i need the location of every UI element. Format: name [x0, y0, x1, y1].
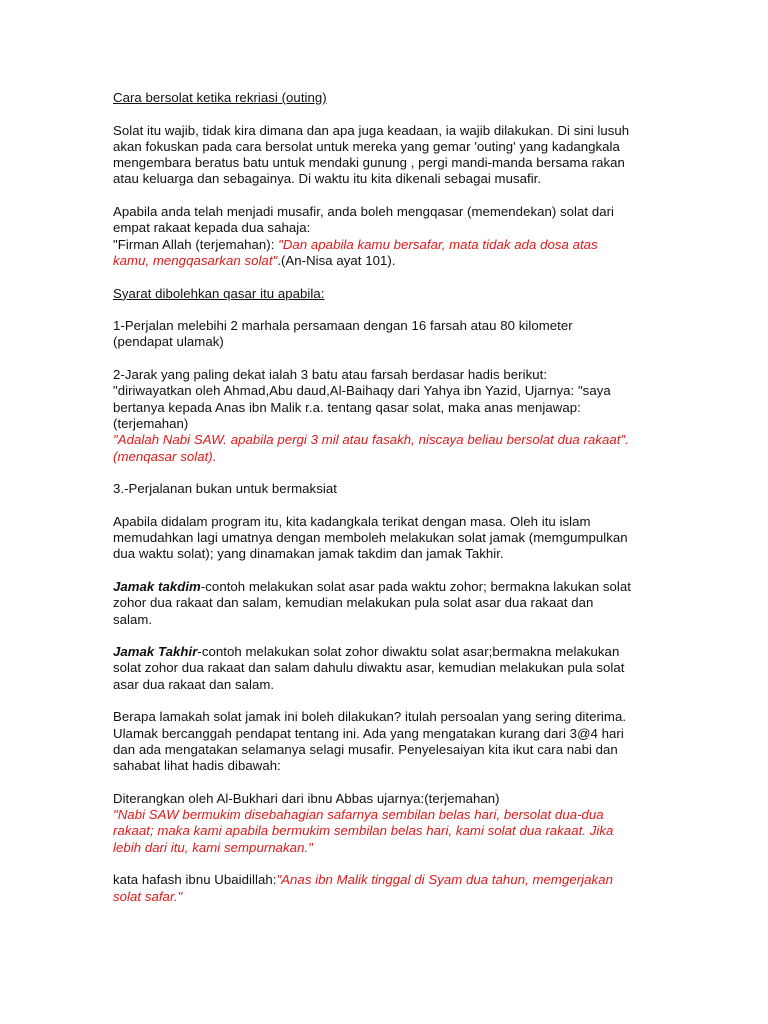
firman-label: "Firman Allah (terjemahan): [113, 236, 279, 252]
intro-line: Solat itu wajib, tidak kira dimana dan apa juga keadaan, ia wajib dilakukan. Di sini lusuh [113, 122, 630, 138]
syarat-2-quote: (menqasar solat). [113, 448, 217, 464]
hafash-line [113, 872, 658, 888]
berapa-line: Berapa lamakah solat jamak ini boleh dilakukan? itulah persoalan yang sering diterima. [113, 709, 627, 725]
bukhari-quote: lebih dari itu, kami sempurnakan." [113, 839, 313, 855]
syarat-3-line: 3.-Perjalanan bukan untuk bermaksiat [113, 481, 337, 497]
syarat-1-line: (pendapat ulamak) [113, 334, 224, 350]
bukhari-paragraph [113, 791, 658, 856]
takdim-line: zohor dua rakaat dan salam, kemudian melakukan pula solat asar dua rakaat dan [113, 595, 594, 611]
intro-line: akan fokuskan pada cara bersolat untuk mereka yang gemar 'outing' yang kadangkala [113, 138, 620, 154]
syarat-2-line: "diriwayatkan oleh Ahmad,Abu daud,Al-Baihaqy dari Yahya ibn Yazid, Ujarnya: "saya [113, 383, 611, 399]
jamak-paragraph [113, 514, 658, 563]
berapa-line: dan ada mengatakan selamanya selagi musafir. Penyelesaiyan kita ikut cara nabi dan [113, 741, 618, 757]
hafash-quote: "Anas ibn Malik tinggal di Syam dua tahun, memgerjakan [276, 872, 613, 888]
syarat-1-line: 1-Perjalan melebihi 2 marhala persamaan dengan 16 farsah atau 80 kilometer [113, 318, 573, 334]
firman-source: .(An-Nisa ayat 101). [277, 252, 396, 268]
intro-line: mengembara beratus batu untuk mendaki gunung , pergi mandi-manda bersama rakan [113, 155, 625, 171]
takdim-line [113, 579, 658, 595]
document-page [113, 90, 658, 921]
syarat-2-line: bertanya kepada Anas ibn Malik r.a. tentang qasar solat, maka anas menjawap: [113, 399, 581, 415]
jamak-line: memudahkan lagi umatnya dengan memboleh melakukan solat jamak (memgumpulkan [113, 530, 628, 546]
takdim-text: -contoh melakukan solat asar pada waktu zohor; bermakna lakukan solat [200, 578, 631, 594]
intro-paragraph [113, 123, 658, 188]
takhir-term: Jamak Takhir [113, 644, 198, 660]
syarat-heading [113, 286, 658, 302]
syarat-3 [113, 481, 658, 497]
syarat-heading-text: Syarat dibolehkan qasar itu apabila: [113, 285, 325, 301]
berapa-line: sahabat lihat hadis dibawah: [113, 758, 281, 774]
document-title [113, 90, 658, 106]
syarat-2-line: 2-Jarak yang paling dekat ialah 3 batu atau farsah berdasar hadis berikut: [113, 367, 548, 383]
hafash-paragraph [113, 872, 658, 905]
takhir-text: -contoh melakukan solat zohor diwaktu solat asar;bermakna melakukan [197, 644, 620, 660]
takdim-line: salam. [113, 611, 153, 627]
intro-line: atau keluarga dan sebagainya. Di waktu itu kita dikenali sebagai musafir. [113, 171, 542, 187]
takdim-term: Jamak takdim [113, 578, 201, 594]
syarat-1 [113, 318, 658, 351]
berapa-line: Ulamak bercanggah pendapat tentang ini. Ada yang mengatakan kurang dari 3@4 hari [113, 725, 624, 741]
bukhari-line: Diterangkan oleh Al-Bukhari dari ibnu Abbas ujarnya:(terjemahan) [113, 790, 500, 806]
takhir-line: solat zohor dua rakaat dan salam dahulu diwaktu asar, kemudian melakukan pula solat [113, 660, 625, 676]
firman-quote-cont: kamu, mengqasarkan solat" [113, 252, 278, 268]
musafir-line: Apabila anda telah menjadi musafir, anda boleh mengqasar (memendekan) solat dari [113, 204, 615, 220]
firman-line [113, 237, 658, 253]
syarat-2-line: (terjemahan) [113, 415, 189, 431]
berapa-paragraph [113, 709, 658, 774]
musafir-line: empat rakaat kepada dua sahaja: [113, 220, 311, 236]
firman-quote: "Dan apabila kamu bersafar, mata tidak ada dosa atas [278, 236, 598, 252]
jamak-takhir-paragraph [113, 644, 658, 693]
bukhari-quote: rakaat; maka kami apabila bermukim sembilan belas hari, kami solat dua rakaat. Jika [113, 823, 614, 839]
title-text: Cara bersolat ketika rekriasi (outing) [113, 90, 327, 105]
syarat-2 [113, 367, 658, 465]
hafash-label: kata hafash ibnu Ubaidillah: [113, 872, 277, 888]
syarat-2-quote: "Adalah Nabi SAW. apabila pergi 3 mil atau fasakh, niscaya beliau bersolat dua rakaat". [113, 432, 629, 448]
takhir-line: asar dua rakaat dan salam. [113, 676, 275, 692]
firman-line [113, 253, 658, 269]
jamak-line: Apabila didalam program itu, kita kadangkala terikat dengan masa. Oleh itu islam [113, 513, 591, 529]
jamak-takdim-paragraph [113, 579, 658, 628]
bukhari-quote: "Nabi SAW bermukim disebahagian safarnya sembilan belas hari, bersolat dua-dua [113, 807, 604, 823]
musafir-paragraph [113, 204, 658, 269]
hafash-quote-cont: solat safar." [113, 888, 183, 904]
jamak-line: dua waktu solat); yang dinamakan jamak takdim dan jamak Takhir. [113, 546, 504, 562]
takhir-line [113, 644, 658, 660]
